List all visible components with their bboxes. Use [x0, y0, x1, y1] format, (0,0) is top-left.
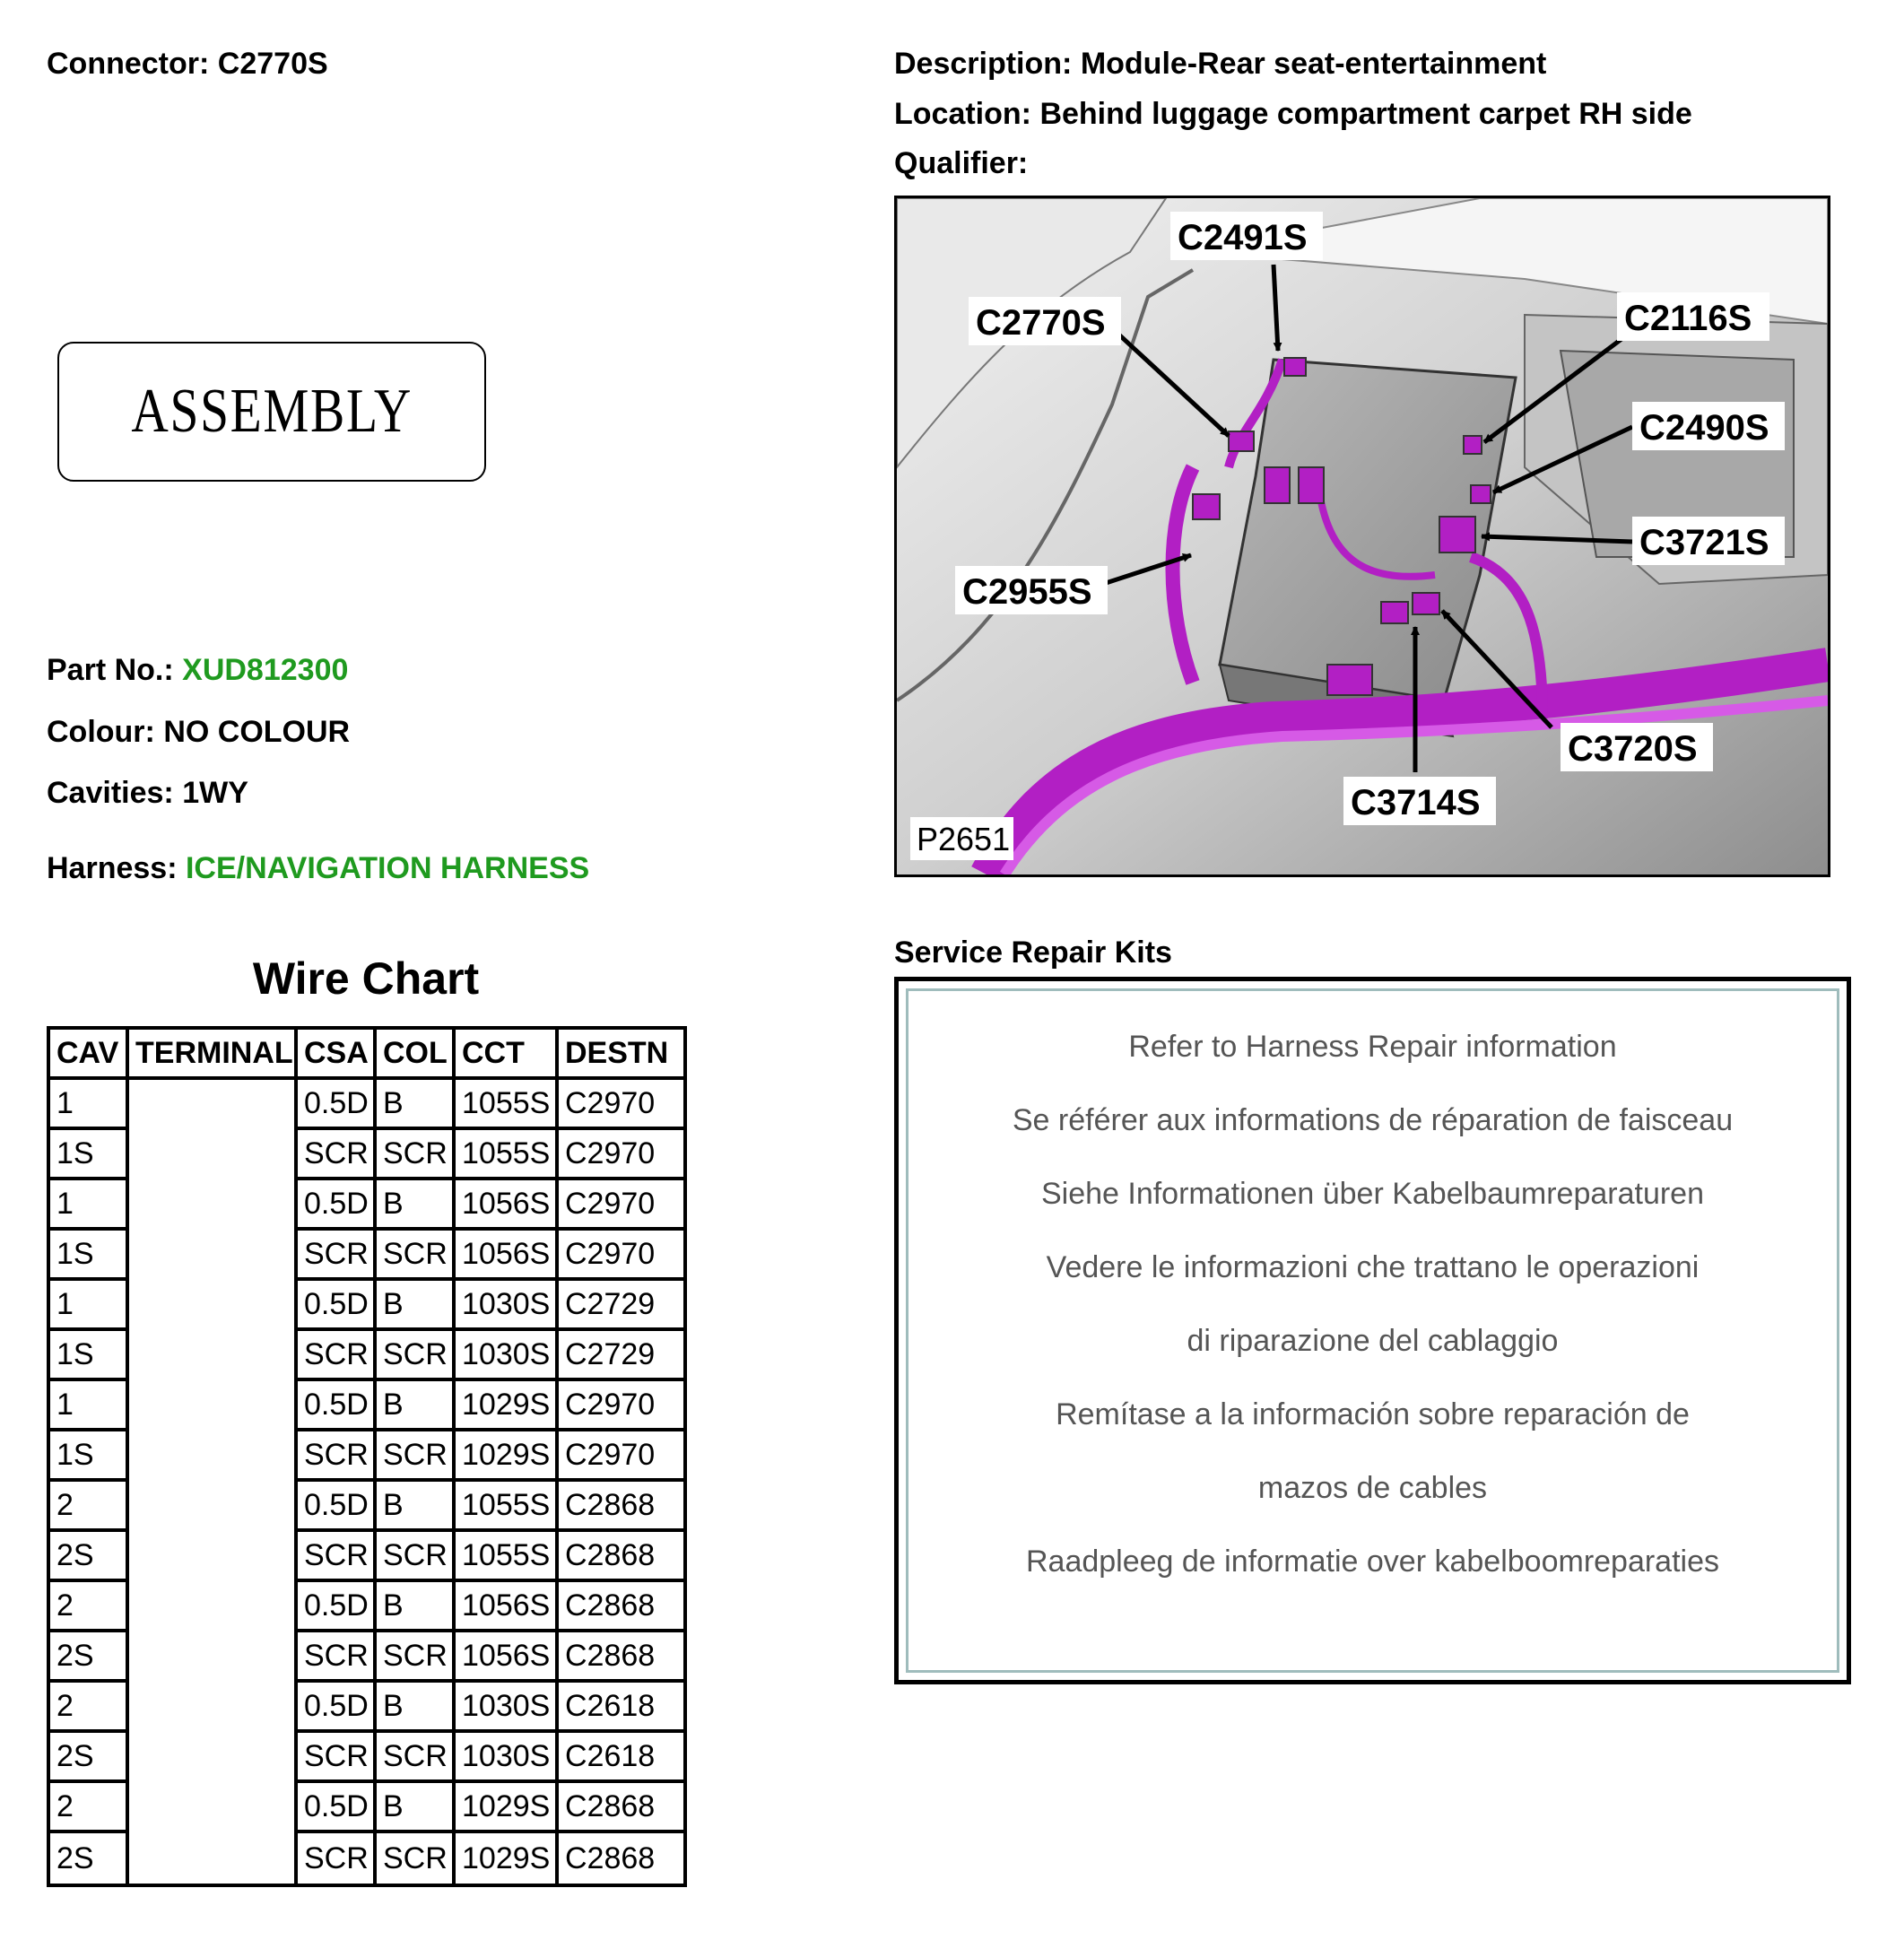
callout-c3721s	[1632, 517, 1785, 565]
table-row	[50, 1080, 683, 1130]
description-label: Description:	[894, 47, 1073, 81]
table-cell-col: SCR	[377, 1431, 456, 1482]
table-cell-csa: 0.5D	[298, 1582, 377, 1632]
table-cell-destn: C2868	[565, 1840, 656, 1875]
table-cell-destn: C2729	[559, 1331, 683, 1381]
table-row	[50, 1733, 683, 1783]
connector-c2770s	[1229, 431, 1254, 451]
table-cell-csa: 0.5D	[298, 1281, 377, 1331]
wire-chart-header-terminal: TERMINAL	[129, 1030, 298, 1080]
table-cell-cav: 1S	[50, 1431, 129, 1482]
table-cell-terminal	[129, 1080, 298, 1130]
table-cell-csa: 0.5D	[298, 1482, 377, 1532]
callout-c2955s	[955, 566, 1108, 614]
table-row	[50, 1683, 683, 1733]
table-cell-cct: 1055S	[456, 1482, 559, 1532]
wire-chart-header-csa: CSA	[298, 1030, 377, 1080]
wire-chart-header-destn: DESTN	[559, 1030, 683, 1080]
table-cell-cct: 1056S	[456, 1632, 559, 1683]
callout-c3720s-text: C3720S	[1568, 729, 1698, 769]
table-cell-csa: SCR	[298, 1632, 377, 1683]
wire-chart-header-cav: CAV	[50, 1030, 129, 1080]
table-cell-terminal	[129, 1733, 298, 1783]
table-cell-cav: 2S	[50, 1733, 129, 1783]
service-repair-kits-box	[894, 977, 1851, 1684]
harness-value: ICE/NAVIGATION HARNESS	[185, 851, 590, 885]
table-cell-destn: C2868	[559, 1632, 683, 1683]
service-repair-kits-line: Raadpleeg de informatie over kabelboomreparaties	[1025, 1544, 1720, 1579]
table-cell-terminal	[129, 1281, 298, 1331]
table-row	[50, 1281, 683, 1331]
table-cell-cct: 1030S	[456, 1683, 559, 1733]
service-repair-kits-content	[906, 988, 1839, 1673]
table-cell-csa: SCR	[298, 1733, 377, 1783]
table-cell-terminal	[129, 1582, 298, 1632]
callout-c3714s	[1343, 777, 1496, 825]
connector-c2955s	[1193, 494, 1220, 519]
cavities-field	[47, 776, 248, 811]
table-row	[50, 1381, 683, 1431]
table-cell-cav: 2S	[50, 1532, 129, 1582]
table-cell-col: B	[377, 1783, 456, 1833]
service-repair-kits-line: di riparazione del cablaggio	[1187, 1324, 1559, 1358]
table-cell-csa: SCR	[298, 1231, 377, 1281]
table-cell-cct: 1030S	[456, 1733, 559, 1783]
table-cell-terminal	[129, 1231, 298, 1281]
table-cell-terminal	[129, 1632, 298, 1683]
part-no-label: Part No.:	[47, 653, 174, 687]
table-cell-destn: C2729	[559, 1281, 683, 1331]
table-cell-col: B	[377, 1582, 456, 1632]
connector-value: C2770S	[217, 47, 328, 81]
location-diagram	[894, 196, 1830, 877]
table-cell-cct: 1056S	[456, 1180, 559, 1231]
table-row	[50, 1833, 683, 1884]
table-row	[50, 1783, 683, 1833]
diagram-illustration	[897, 198, 1828, 874]
table-row	[50, 1632, 683, 1683]
table-cell-csa: SCR	[298, 1431, 377, 1482]
connector-c2491s	[1284, 358, 1306, 376]
description-field	[894, 47, 1546, 82]
wire-chart-body	[50, 1080, 683, 1884]
table-cell-csa: SCR	[298, 1833, 377, 1884]
qualifier-field	[894, 146, 1028, 181]
callout-c2491s-text: C2491S	[1178, 218, 1308, 257]
table-cell-col: SCR	[377, 1231, 456, 1281]
table-cell-destn: C2868	[559, 1532, 683, 1582]
table-cell-terminal	[129, 1482, 298, 1532]
description-value: Module-Rear seat-entertainment	[1080, 47, 1547, 81]
table-cell-cav: 2	[50, 1683, 129, 1733]
service-repair-kits-line: Refer to Harness Repair information	[1128, 1030, 1617, 1064]
callout-c3720s	[1561, 723, 1713, 771]
callout-c3721s-text: C3721S	[1639, 523, 1769, 562]
table-cell-terminal	[129, 1683, 298, 1733]
callout-c2770s	[969, 297, 1121, 345]
table-cell-destn: C2970	[559, 1080, 683, 1130]
table-cell-col: SCR	[377, 1833, 456, 1884]
table-cell-destn: C2868	[559, 1783, 683, 1833]
table-cell-terminal	[129, 1331, 298, 1381]
table-cell-cav: 2	[50, 1482, 129, 1532]
table-cell-destn: C2868	[559, 1582, 683, 1632]
figure-id	[910, 817, 1013, 860]
table-cell-destn: C2618	[559, 1733, 683, 1783]
table-cell-col: SCR	[377, 1331, 456, 1381]
callout-c2770s-text: C2770S	[976, 303, 1106, 343]
service-repair-kits-title: Service Repair Kits	[894, 935, 1172, 970]
table-cell-terminal	[129, 1833, 298, 1884]
table-cell-destn: C2618	[559, 1683, 683, 1733]
table-row	[50, 1331, 683, 1381]
table-cell-destn: C2868	[559, 1482, 683, 1532]
callout-c3714s-text: C3714S	[1351, 783, 1481, 822]
table-cell-cct: 1055S	[456, 1532, 559, 1582]
connector-module-c	[1327, 665, 1372, 695]
location-value: Behind luggage compartment carpet RH side	[1039, 97, 1692, 131]
service-repair-kits-line: Siehe Informationen über Kabelbaumreparaturen	[1040, 1177, 1705, 1211]
table-cell-cav: 1	[50, 1281, 129, 1331]
callout-c2116s	[1617, 292, 1769, 341]
colour-label: Colour:	[47, 715, 155, 749]
callout-c2491s	[1170, 212, 1323, 260]
table-row	[50, 1431, 683, 1482]
table-row	[50, 1532, 683, 1582]
table-cell-destn: C2970	[559, 1180, 683, 1231]
table-row	[50, 1582, 683, 1632]
table-cell-col: SCR	[377, 1733, 456, 1783]
table-cell-col: SCR	[377, 1130, 456, 1180]
connector-module-a	[1265, 467, 1290, 503]
location-label: Location:	[894, 97, 1031, 131]
table-row	[50, 1180, 683, 1231]
table-cell-terminal	[129, 1381, 298, 1431]
table-cell-col: B	[377, 1180, 456, 1231]
service-repair-kits-line: Remítase a la información sobre reparación de	[1056, 1397, 1690, 1431]
figure-id-text: P2651	[917, 821, 1011, 857]
table-cell-csa: SCR	[298, 1532, 377, 1582]
table-cell-cav: 2S	[50, 1632, 129, 1683]
table-cell-col: B	[377, 1482, 456, 1532]
table-cell-cav: 1S	[50, 1130, 129, 1180]
connector-c2116s	[1464, 436, 1482, 454]
table-cell-terminal	[129, 1532, 298, 1582]
table-cell-col: SCR	[377, 1532, 456, 1582]
table-cell-cct: 1056S	[456, 1582, 559, 1632]
part-no-field	[47, 653, 348, 688]
connector-c3720s	[1413, 593, 1439, 614]
callout-c2116s-text: C2116S	[1624, 299, 1752, 338]
table-cell-cav: 2S	[50, 1833, 129, 1884]
part-no-value: XUD812300	[182, 653, 349, 687]
service-repair-kits-line: mazos de cables	[1257, 1471, 1488, 1505]
table-cell-col: B	[377, 1080, 456, 1130]
table-cell-cav: 2	[50, 1582, 129, 1632]
table-cell-destn: C2970	[559, 1231, 683, 1281]
table-cell-cct: 1029S	[456, 1783, 559, 1833]
table-cell-cct: 1055S	[456, 1130, 559, 1180]
connector-module-b	[1299, 467, 1324, 503]
wire-chart-header-cct: CCT	[456, 1030, 559, 1080]
harness-field	[47, 851, 589, 886]
harness-label: Harness:	[47, 851, 178, 885]
table-cell-col: B	[377, 1683, 456, 1733]
qualifier-label: Qualifier:	[894, 146, 1029, 180]
table-cell-csa: SCR	[298, 1331, 377, 1381]
table-cell-cct: 1055S	[456, 1080, 559, 1130]
callout-c2490s	[1632, 402, 1785, 450]
table-cell-cct: 1056S	[456, 1231, 559, 1281]
service-repair-kits-line: Vedere le informazioni che trattano le operazioni	[1046, 1250, 1700, 1284]
table-cell-cav: 1	[50, 1080, 129, 1130]
table-row	[50, 1130, 683, 1180]
location-field	[894, 97, 1692, 132]
cavities-label: Cavities:	[47, 776, 174, 810]
table-cell-terminal	[129, 1783, 298, 1833]
callout-c2490s-text: C2490S	[1639, 408, 1769, 448]
table-cell-destn: C2970	[559, 1130, 683, 1180]
table-cell-terminal	[129, 1180, 298, 1231]
table-cell-cct: 1029S	[456, 1833, 559, 1884]
connector-label: Connector:	[47, 47, 210, 81]
table-cell-cav: 1S	[50, 1331, 129, 1381]
table-cell-cct: 1029S	[456, 1381, 559, 1431]
connector-c3721s	[1439, 517, 1475, 553]
table-cell-cav: 1S	[50, 1231, 129, 1281]
table-cell-col: SCR	[377, 1632, 456, 1683]
wire-chart-title: Wire Chart	[252, 953, 480, 1004]
table-row	[50, 1482, 683, 1532]
table-cell-csa: 0.5D	[298, 1783, 377, 1833]
table-cell-terminal	[129, 1130, 298, 1180]
table-cell-col: B	[377, 1381, 456, 1431]
table-cell-cav: 1	[50, 1381, 129, 1431]
table-cell-csa: 0.5D	[298, 1080, 377, 1130]
table-row	[50, 1231, 683, 1281]
assembly-text: ASSEMBLY	[131, 377, 413, 446]
colour-field	[47, 715, 350, 750]
table-cell-csa: 0.5D	[298, 1683, 377, 1733]
table-cell-destn: C2970	[559, 1381, 683, 1431]
table-cell-destn: C2970	[559, 1431, 683, 1482]
connector-c3714s	[1381, 602, 1408, 623]
table-cell-csa: 0.5D	[298, 1180, 377, 1231]
table-cell-csa: 0.5D	[298, 1381, 377, 1431]
connector-c2490s	[1471, 485, 1491, 503]
colour-value: NO COLOUR	[163, 715, 351, 749]
table-cell-cct: 1030S	[456, 1331, 559, 1381]
wire-chart-table	[47, 1026, 687, 1887]
table-cell-col: B	[377, 1281, 456, 1331]
callout-c2955s-text: C2955S	[962, 572, 1092, 612]
wire-chart-header-col: COL	[377, 1030, 456, 1080]
table-cell-cct: 1030S	[456, 1281, 559, 1331]
connector-field	[47, 47, 328, 82]
assembly-box	[57, 342, 486, 482]
table-cell-cav: 1	[50, 1180, 129, 1231]
service-repair-kits-line: Se référer aux informations de réparation de faisceau	[1012, 1103, 1734, 1137]
table-cell-cav: 2	[50, 1783, 129, 1833]
table-cell-cct: 1029S	[456, 1431, 559, 1482]
wire-chart-header-row	[50, 1030, 683, 1080]
table-cell-csa: SCR	[298, 1130, 377, 1180]
cavities-value: 1WY	[182, 776, 248, 810]
table-cell-terminal	[129, 1431, 298, 1482]
